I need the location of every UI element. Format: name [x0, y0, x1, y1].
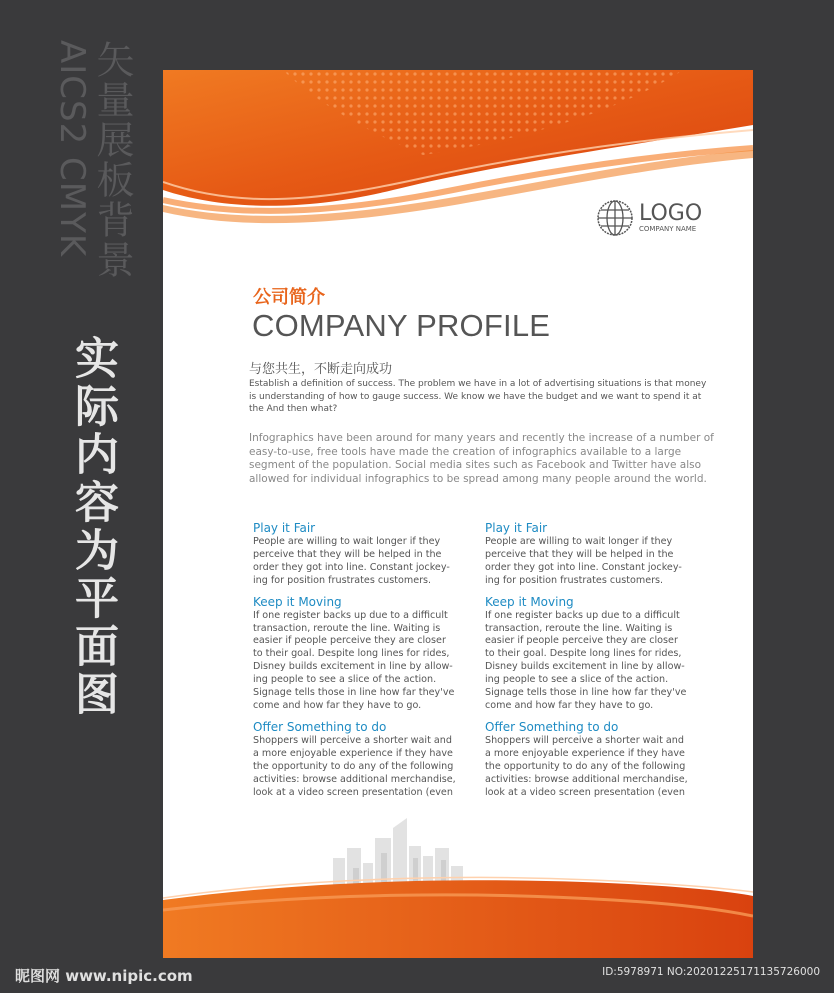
section-title: Offer Something to do [253, 719, 387, 734]
section-text: Shoppers will perceive a shorter wait and a more enjoyable experience if they have the opportunity to do any of the following activities: browse additional merchandise, look at a video screen presentation (even [485, 734, 688, 798]
logo [595, 198, 702, 238]
footer-site: 昵图网 www.nipic.com [15, 967, 193, 985]
section-title: Keep it Moving [253, 594, 342, 609]
section-text: Shoppers will perceive a shorter wait and a more enjoyable experience if they have the opportunity to do any of the following activities: browse additional merchandise, look at a video screen presentation (even [253, 734, 456, 798]
section-title: Play it Fair [253, 521, 316, 535]
section-title: Play it Fair [485, 521, 548, 535]
logo-company-name: COMPANY NAME [639, 224, 697, 233]
section-text: People are willing to wait longer if they perceive that they will be helped in the order they got into line. Constant jockey- ing for position frustrates customers. [485, 536, 682, 586]
side-watermark-en: AICS2 CMYK [52, 40, 92, 258]
slogan: 与您共生，不断走向成功 [249, 362, 393, 377]
globe-icon [595, 198, 635, 238]
intro-paragraph-2: Infographics have been around for many years and recently the increase of a number of easy-to-use, free tools have made the creation of infographics available to a large segment of the population. Social media sites such as Facebook and Twitter have also allowed for individual infographics to be spread among many people around the world. [249, 432, 714, 485]
page-title: COMPANY PROFILE [252, 308, 551, 343]
chinese-title: 公司简介 [253, 287, 325, 308]
side-main-label: 实际内容为平面图 [67, 335, 118, 719]
intro-paragraph-1: Establish a definition of success. The problem we have in a lot of advertising situations is that money is understanding of how to gauge success. We know we have the budget and we want to spend it at the And then what? [249, 379, 707, 414]
section-text: If one register backs up due to a difficult transaction, reroute the line. Waiting is easier if people perceive they are closer to their goal. Despite long lines for rides, Disney builds excitement in line by allow- ing people to see a slice of the action. Signage tells those in line how far they've come and how far they have to go. [253, 609, 455, 711]
section-text: People are willing to wait longer if they perceive that they will be helped in the order they got into line. Constant jockey- ing for position frustrates customers. [253, 536, 450, 586]
section-text: If one register backs up due to a difficult transaction, reroute the line. Waiting is easier if people perceive they are closer to their goal. Despite long lines for rides, Disney builds excitement in line by allow- ing people to see a slice of the action. Signage tells those in line how far they've come and how far they have to go. [485, 609, 687, 711]
footer [0, 960, 834, 993]
content-column-right [485, 521, 697, 806]
side-watermark-cn: 矢量展板背景 [90, 40, 134, 280]
section-title: Offer Something to do [485, 719, 619, 734]
section-title: Keep it Moving [485, 594, 574, 609]
side-watermark [52, 40, 132, 280]
poster [163, 70, 753, 958]
logo-text: LOGO [639, 200, 703, 226]
footer-id: ID:5978971 NO:20201225171135726000 [602, 966, 820, 978]
bottom-orange-band [163, 870, 753, 958]
content-column-left [253, 521, 465, 806]
